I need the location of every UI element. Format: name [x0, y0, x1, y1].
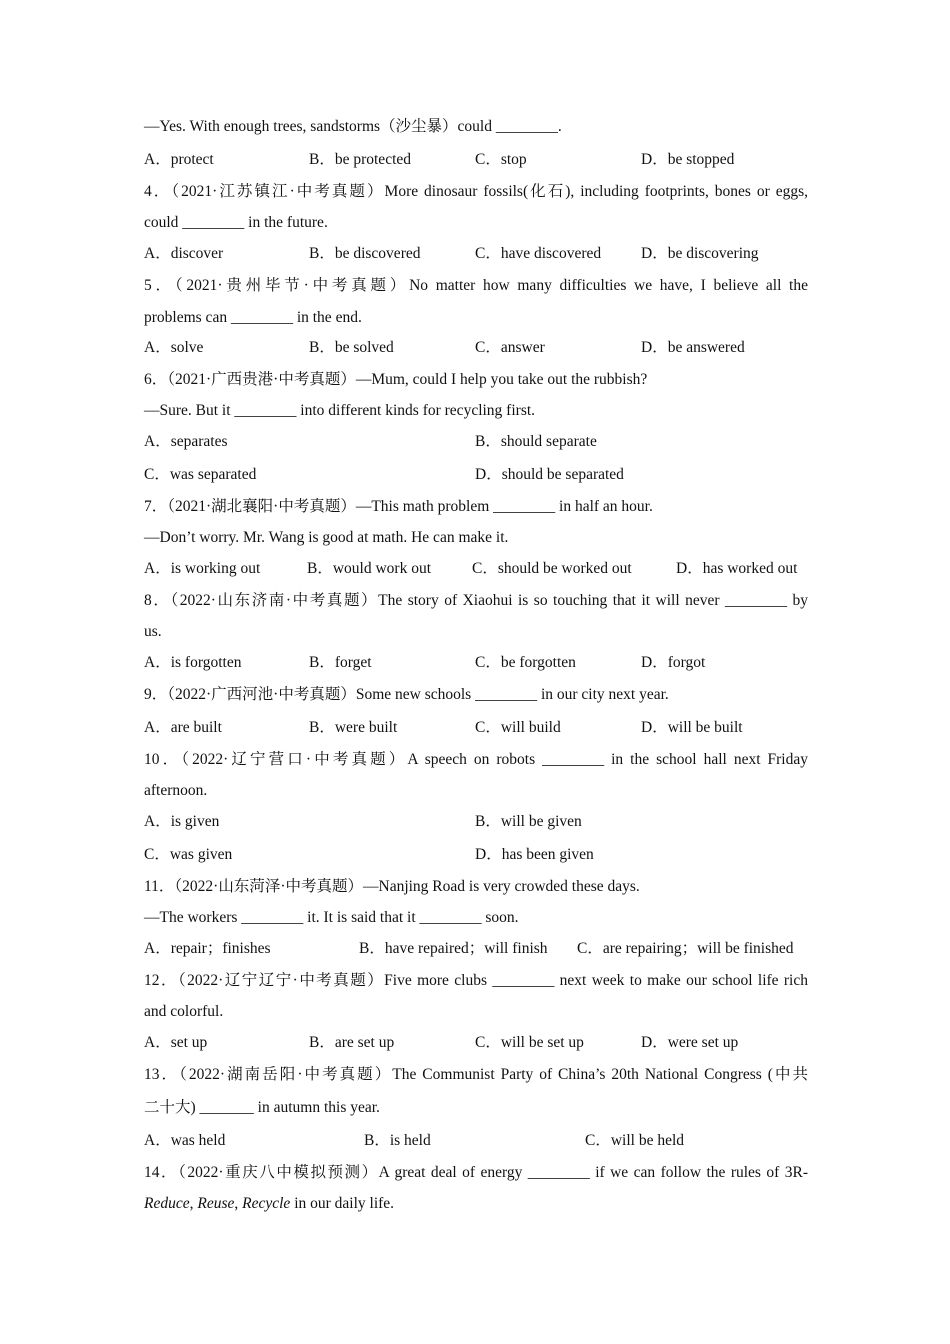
- question-10-stem-cont: afternoon.: [144, 782, 208, 799]
- q4-option-a: A．discover: [144, 245, 224, 262]
- q8-option-c: C．be forgotten: [475, 654, 576, 671]
- question-14-stem: 14．（2022·重庆八中模拟预测）A great deal of energy ________ if we can follow the rules of 3R-: [144, 1164, 808, 1181]
- question-3-stem: —Yes. With enough trees, sandstorms（沙尘暴）could ________.: [144, 118, 562, 135]
- comma: ,: [189, 1195, 198, 1212]
- q9-option-c: C．will build: [475, 719, 561, 736]
- q12-option-b: B．are set up: [309, 1034, 395, 1051]
- q7-option-a: A．is working out: [144, 560, 261, 577]
- word-recycle: Recycle: [242, 1195, 291, 1212]
- question-10-stem: 10．（2022·辽宁营口·中考真题）A speech on robots ________ in the school hall next Friday: [144, 751, 808, 768]
- question-7-stem: 7．（2021·湖北襄阳·中考真题）—This math problem ________ in half an hour.: [144, 498, 653, 515]
- question-4-stem: 4．（2021·江苏镇江·中考真题）More dinosaur fossils(化石), including footprints, bones or eggs,: [144, 183, 808, 200]
- q3-option-c: C．stop: [475, 151, 527, 168]
- q5-option-c: C．answer: [475, 339, 545, 356]
- question-9-stem: 9．（2022·广西河池·中考真题）Some new schools ________ in our city next year.: [144, 686, 669, 703]
- question-13-stem-cont: 二十大) _______ in autumn this year.: [144, 1099, 380, 1116]
- q9-option-a: A．are built: [144, 719, 222, 736]
- q13-option-c: C．will be held: [585, 1132, 685, 1149]
- q7-option-b: B．would work out: [307, 560, 432, 577]
- question-5-stem: 5．（2021·贵州毕节·中考真题）No matter how many difficulties we have, I believe all the: [144, 277, 808, 294]
- q6-option-b: B．should separate: [475, 433, 597, 450]
- word-reduce: Reduce: [144, 1195, 190, 1212]
- q4-option-d: D．be discovering: [641, 245, 759, 262]
- question-5-stem-cont: problems can ________ in the end.: [144, 309, 362, 326]
- q10-option-b: B．will be given: [475, 813, 582, 830]
- q5-option-a: A．solve: [144, 339, 204, 356]
- question-8-stem-cont: us.: [144, 623, 162, 640]
- q3-option-a: A．protect: [144, 151, 214, 168]
- q4-option-b: B．be discovered: [309, 245, 421, 262]
- q10-option-c: C．was given: [144, 846, 233, 863]
- question-14-stem-cont: [144, 1194, 808, 1214]
- q8-option-d: D．forgot: [641, 654, 706, 671]
- question-13-stem: 13．（2022·湖南岳阳·中考真题）The Communist Party of China’s 20th National Congress (中共: [144, 1066, 808, 1083]
- q6-option-c: C．was separated: [144, 466, 257, 483]
- q6-option-d: D．should be separated: [475, 466, 624, 483]
- q11-option-b: B．have repaired；will finish: [359, 940, 548, 957]
- q8-option-b: B．forget: [309, 654, 372, 671]
- q7-option-c: C．should be worked out: [472, 560, 632, 577]
- q12-option-d: D．were set up: [641, 1034, 739, 1051]
- question-12-stem-cont: and colorful.: [144, 1003, 224, 1020]
- q13-option-a: A．was held: [144, 1132, 226, 1149]
- q11-option-c: C．are repairing；will be finished: [577, 940, 794, 957]
- q5-option-b: B．be solved: [309, 339, 394, 356]
- q12-option-a: A．set up: [144, 1034, 208, 1051]
- sentence-end: in our daily life.: [290, 1195, 395, 1212]
- question-4-stem-cont: could ________ in the future.: [144, 214, 328, 231]
- q13-option-b: B．is held: [364, 1132, 431, 1149]
- question-11-stem-cont: —The workers ________ it. It is said that it ________ soon.: [144, 909, 519, 926]
- question-6-stem-cont: —Sure. But it ________ into different kinds for recycling first.: [144, 402, 536, 419]
- q11-option-a: A．repair；finishes: [144, 940, 271, 957]
- q3-option-b: B．be protected: [309, 151, 412, 168]
- q6-option-a: A．separates: [144, 433, 228, 450]
- q3-option-d: D．be stopped: [641, 151, 735, 168]
- q9-option-d: D．will be built: [641, 719, 743, 736]
- question-7-stem-cont: —Don’t worry. Mr. Wang is good at math. He can make it.: [144, 529, 509, 546]
- q8-option-a: A．is forgotten: [144, 654, 242, 671]
- q10-option-a: A．is given: [144, 813, 220, 830]
- q10-option-d: D．has been given: [475, 846, 594, 863]
- q9-option-b: B．were built: [309, 719, 398, 736]
- question-11-stem: 11．（2022·山东菏泽·中考真题）—Nanjing Road is very crowded these days.: [144, 878, 640, 895]
- question-8-stem: 8．（2022·山东济南·中考真题）The story of Xiaohui is so touching that it will never ________ by: [144, 592, 808, 609]
- question-6-stem: 6．（2021·广西贵港·中考真题）—Mum, could I help you take out the rubbish?: [144, 371, 648, 388]
- q4-option-c: C．have discovered: [475, 245, 602, 262]
- question-12-stem: 12．（2022·辽宁辽宁·中考真题）Five more clubs ________ next week to make our school life rich: [144, 972, 808, 989]
- q7-option-d: D．has worked out: [676, 560, 798, 577]
- comma: ,: [234, 1195, 243, 1212]
- q5-option-d: D．be answered: [641, 339, 745, 356]
- q12-option-c: C．will be set up: [475, 1034, 584, 1051]
- word-reuse: Reuse: [197, 1195, 235, 1212]
